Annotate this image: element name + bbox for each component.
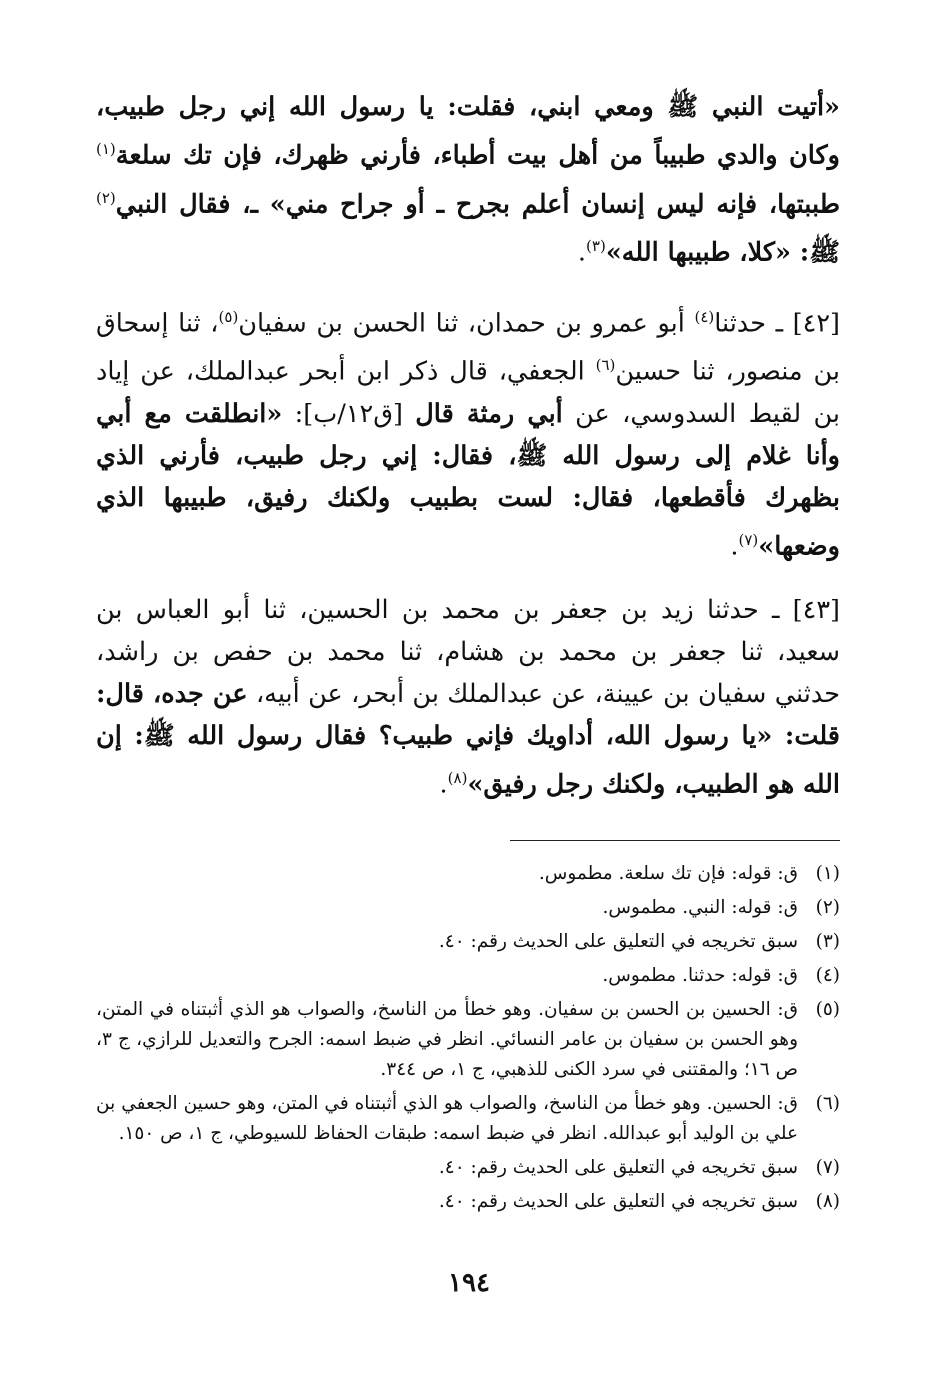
footnote-text: سبق تخريجه في التعليق على الحديث رقم: ٤٠. [438,930,798,952]
footnote-number: (٦) [815,1092,840,1114]
text-span: . [439,769,448,800]
bold-text: «أتيت النبي ﷺ ومعي ابني، فقلت: يا رسول الله إني رجل طبيب، وكان والدي طبيباً من أهل بيت أطباء، فأرني ظهرك، فإن تك سلعة [96,92,840,171]
bold-text: ﷺ: «كلا، طبيبها الله» [605,237,840,268]
footnote-number: (٥) [815,998,840,1020]
book-page [96,86,840,1221]
footnote-item [96,859,840,889]
bold-text: طببتها، فإنه ليس إنسان أعلم بجرح ـ أو جراح مني» ـ، فقال النبي [115,189,840,219]
footnote-marker: (٣) [586,237,606,255]
footnote-text: ق: قوله: حدثنا. مطموس. [602,964,798,986]
footnote-marker: (٥) [218,307,239,326]
paragraph [96,296,840,568]
footnote-marker: (٨) [447,769,468,787]
footnote-marker: (٤) [694,307,715,326]
text-span: . [730,531,739,561]
footnote-item [96,927,840,957]
footnote-text: ق: الحسين بن الحسن بن سفيان. وهو خطأ من الناسخ، والصواب هو الذي أثبتناه في المتن، وهو الحسن بن سفيان بن عامر النسائي. انظر في ضبط اسمه: الجرح والتعديل للرازي، ج ٣، ص ١٦؛ والمقتنى في سرد الكنى للذهبي، ج ١، ص ٣٤٤. [96,998,798,1080]
footnote-item [96,1187,840,1217]
text-span: [ق١٢/ب]: [282,398,416,429]
footnote-text: ق: الحسين. وهو خطأ من الناسخ، والصواب هو الذي أثبتناه في المتن، وهو حسين الجعفي بن علي بن الوليد أبو عبدالله. انظر في ضبط اسمه: طبقات الحفاظ للسيوطي، ج ١، ص ١٥٠. [96,1092,798,1144]
footnote-item [96,893,840,923]
footnote-number: (٣) [815,930,840,952]
text-span: . [577,237,587,268]
bold-text: «انطلقت مع أبي وأنا غلام إلى رسول الله ﷺ، فقال: إني رجل طبيب، فأرني الذي بظهرك فأقطعها، فقال: لست بطبيب ولكنك رفيق، طبيبها الذي وضعها» [96,398,840,561]
footnote-item [96,1089,840,1149]
footnote-number: (٨) [815,1190,840,1212]
text-span: [٤٢] ـ حدثنا [714,308,840,338]
footnote-marker: (٦) [595,356,616,374]
footnote-item [96,995,840,1085]
footnotes [96,859,840,1217]
footnote-number: (٧) [815,1156,840,1178]
footnote-item [96,1153,840,1183]
footnote-number: (٤) [815,964,840,986]
footnote-separator [510,840,840,841]
footnote-marker: (١) [96,140,116,158]
footnote-marker: (٢) [96,188,116,207]
footnote-text: سبق تخريجه في التعليق على الحديث رقم: ٤٠. [438,1190,798,1212]
main-text [96,86,840,806]
footnote-number: (٢) [815,896,840,918]
text-span: [٤٣] ـ حدثنا زيد بن جعفر بن محمد بن الحسين، ثنا أبو العباس بن سعيد، ثنا جعفر بن محمد بن هشام، ثنا محمد بن حفص بن راشد، حدثني سفيان بن عيينة، عن عبدالملك بن أبحر، عن أبيه، [96,595,840,709]
footnote-item [96,961,840,991]
paragraph [96,589,840,806]
text-span: أبو عمرو بن حمدان، ثنا الحسن بن سفيان [238,308,695,338]
footnote-marker: (٧) [738,530,759,549]
paragraph [96,86,840,274]
footnote-text: ق: قوله: فإن تك سلعة. مطموس. [538,862,798,884]
text-span: الجعفي، قال ذكر ابن أبحر عبدالملك، عن إياد بن لقيط السدوسي، عن [96,356,840,429]
bold-text: عن جده، قال: قلت: «يا رسول الله، أداويك فإني طبيب؟ فقال رسول الله ﷺ: إن الله هو الطبيب، ولكنك رجل رفيق» [96,679,840,800]
footnote-text: ق: قوله: النبي. مطموس. [602,896,798,918]
page-number: ١٩٤ [448,1268,490,1298]
bold-text: أبي رمثة قال [415,398,563,429]
footnote-number: (١) [815,862,840,884]
footnote-text: سبق تخريجه في التعليق على الحديث رقم: ٤٠. [438,1156,798,1178]
text-span: ، ثنا إسحاق بن منصور، ثنا حسين [96,308,840,387]
